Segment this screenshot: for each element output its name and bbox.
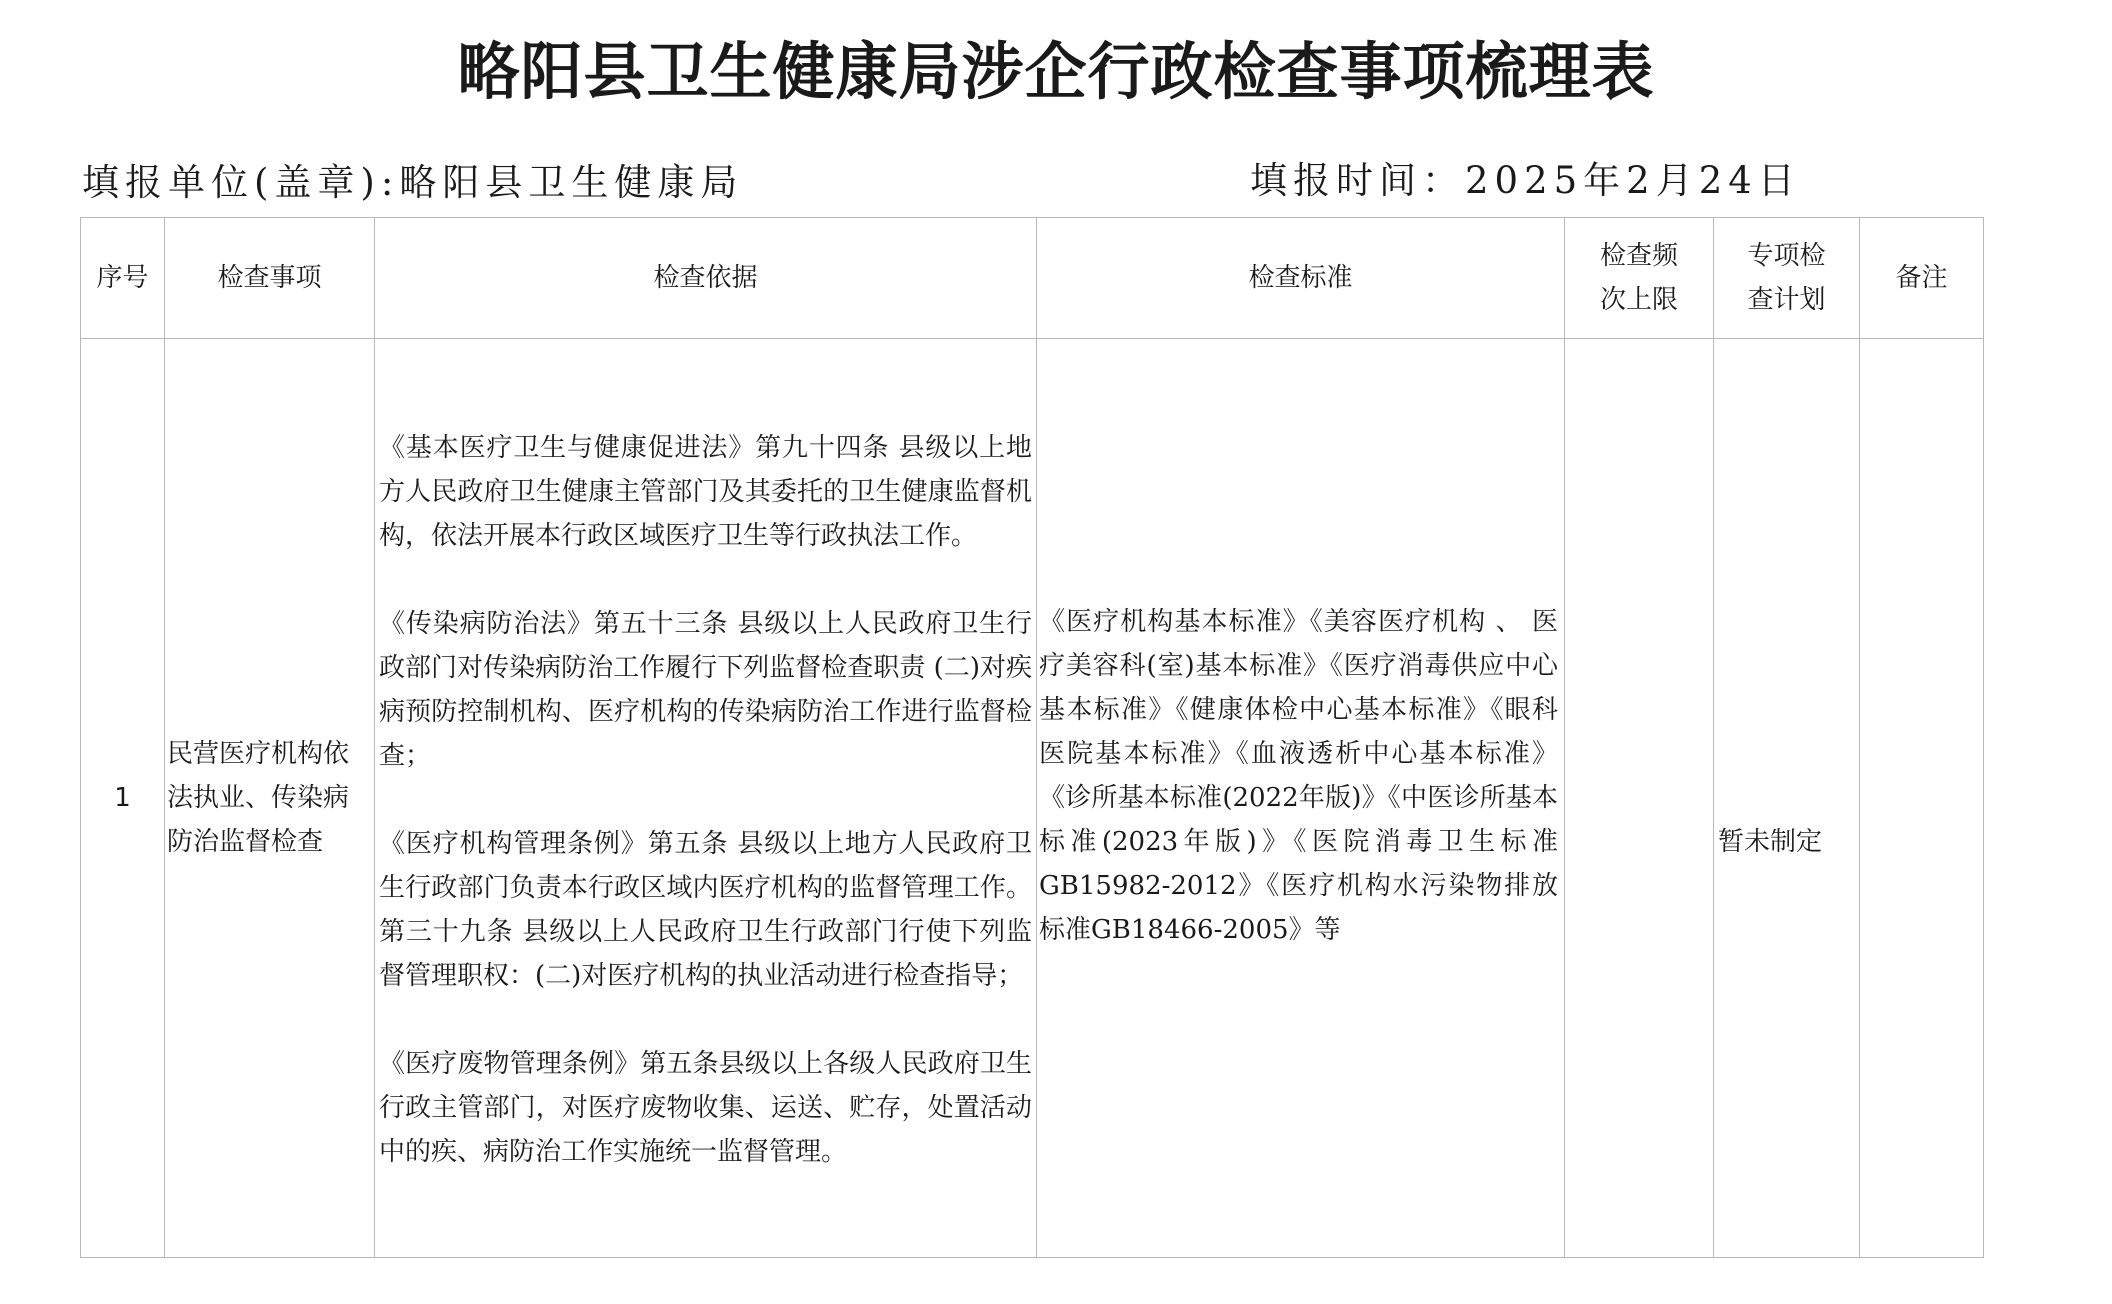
basis-paragraph: 《传染病防治法》第五十三条 县级以上人民政府卫生行政部门对传染病防治工作履行下列监督检查职责 (二)对疾病预防控制机构、医疗机构的传染病防治工作进行监督检查； bbox=[379, 609, 1032, 771]
basis-paragraph: 《医疗废物管理条例》第五条县级以上各级人民政府卫生 行政主管部门，对医疗废物收集、运送、贮存，处置活动中的疾、病防治工作实施统一监督管理。 bbox=[379, 1049, 1032, 1167]
fill-date: 填报时间：2025年2月24日 bbox=[1250, 159, 1801, 202]
page-title: 略阳县卫生健康局涉企行政检查事项梳理表 bbox=[457, 35, 1655, 108]
table-row bbox=[81, 339, 1984, 1258]
cell-item: 民营医疗机构依法执业、传染病防治监督检查 bbox=[165, 339, 375, 1258]
header-frequency bbox=[1565, 218, 1714, 339]
cell-frequency bbox=[1565, 339, 1714, 1258]
cell-plan bbox=[1714, 339, 1860, 1258]
header-remark: 备注 bbox=[1860, 218, 1984, 339]
fill-unit: 填报单位(盖章):略阳县卫生健康局 bbox=[82, 161, 744, 204]
basis-paragraph: 《医疗机构管理条例》第五条 县级以上地方人民政府卫生行政部门负责本行政区域内医疗机构的监督管理工作。第三十九条 县级以上人民政府卫生行政部门行使下列监督管理职权：(二)对医疗机构的执业活动进行检查指导； bbox=[379, 829, 1032, 991]
header-plan-label: 专项检查计划 bbox=[1747, 241, 1826, 315]
header-frequency-label: 检查频次上限 bbox=[1599, 241, 1678, 315]
cell-remark bbox=[1860, 339, 1984, 1258]
table-header-row bbox=[81, 218, 1984, 339]
inspection-table bbox=[80, 217, 1984, 1258]
header-item: 检查事项 bbox=[165, 218, 375, 339]
cell-basis bbox=[375, 339, 1037, 1258]
standard-text: 《医疗机构基本标准》《美容医疗机构 、 医疗美容科(室)基本标准》《医疗消毒供应中心基本标准》《健康体检中心基本标准》《眼科医院基本标准》《血液透析中心基本标准》《诊所基本标准(2022年版)》《中医诊所基本标准(2023年版)》《医院消毒卫生标准GB15982-2012》《医疗机构水污染物排放标准GB18466-2005》等 bbox=[1039, 607, 1558, 945]
basis-paragraph: 《基本医疗卫生与健康促进法》第九十四条 县级以上地方人民政府卫生健康主管部门及其委托的卫生健康监督机构，依法开展本行政区域医疗卫生等行政执法工作。 bbox=[379, 433, 1032, 551]
plan-text: 暂未制定 bbox=[1718, 827, 1823, 857]
header-plan bbox=[1714, 218, 1860, 339]
cell-index: 1 bbox=[81, 339, 165, 1258]
header-basis: 检查依据 bbox=[375, 218, 1037, 339]
header-standard: 检查标准 bbox=[1037, 218, 1565, 339]
cell-standard bbox=[1037, 339, 1565, 1258]
header-index: 序号 bbox=[81, 218, 165, 339]
